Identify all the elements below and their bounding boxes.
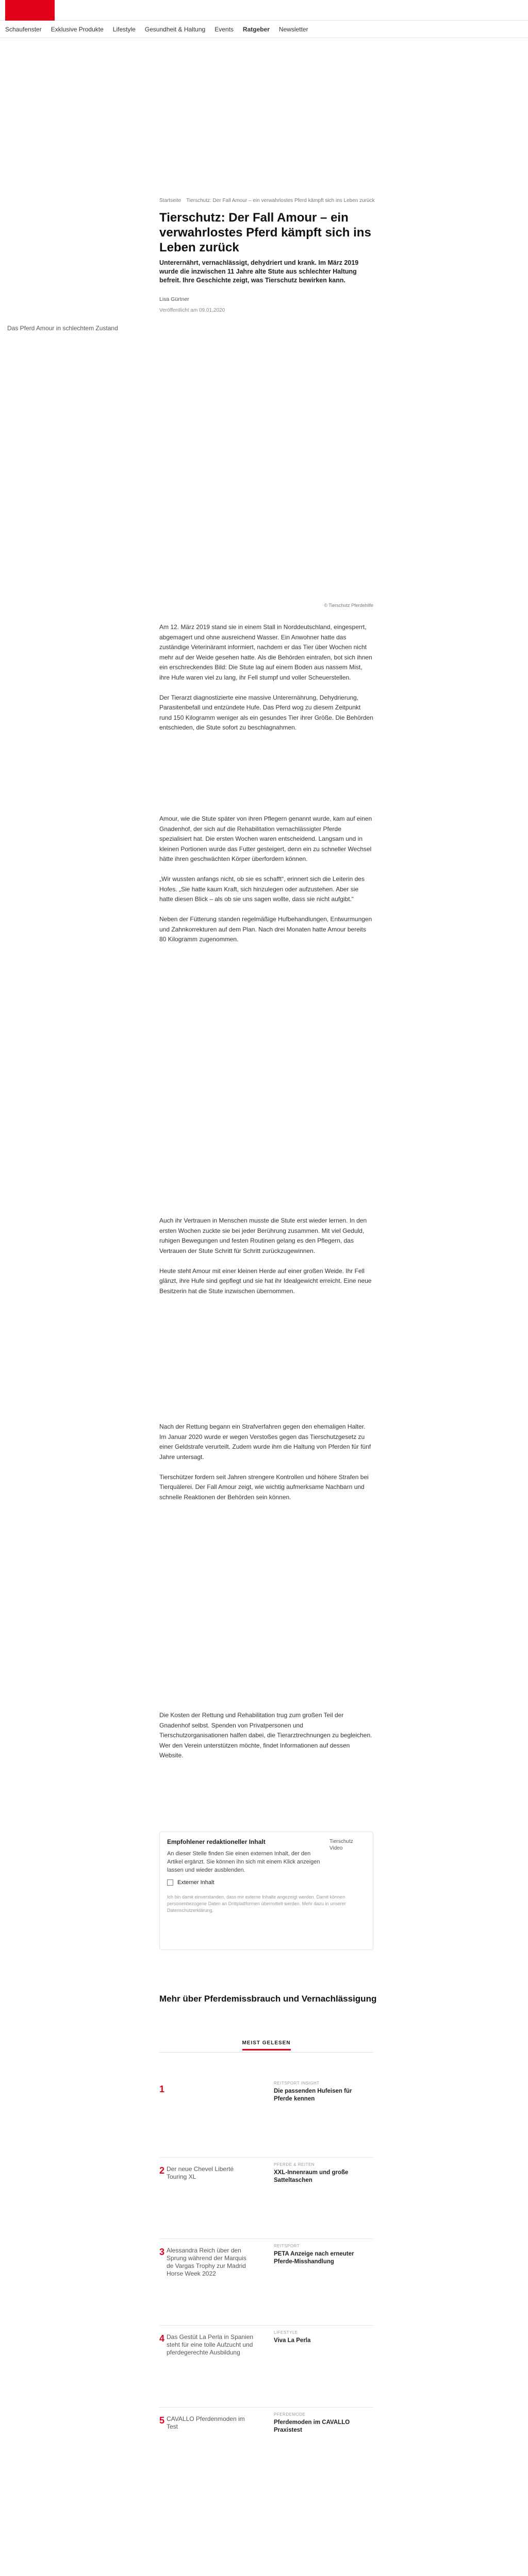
rank-number: 5 — [159, 2415, 165, 2426]
publish-date: Veröffentlicht am 09.01.2020 — [159, 308, 225, 313]
paragraph-1: Am 12. März 2019 stand sie in einem Stall in Norddeutschland, eingesperrt, abgemagert und ohne ausreichend Wasser. Ein Anwohner hatte das zuständige Veterinäramt informiert, nachdem er das Tier über Wochen nicht mehr auf der Weide gesehen hatte. Als die Behörden eintrafen, bot sich ihnen ein erschreckendes Bild: Die Stute lag auf einem Boden aus nassem Mist, ihre Hufe waren viel zu lang, ihr Fell stumpf und voller Scheuerstellen. Der Tierarzt diagnostizierte eine massive Unterernährung, Dehydrierung, Parasitenbefall und entzündete Hufe. Das Pferd wog zu diesem Zeitpunkt rund 150 Kilogramm weniger als ein gesundes Tier ihrer Größe. Die Behörden entschieden, die Stute sofort zu beschlagnahmen. — [159, 623, 373, 731]
paragraph-5: Die Kosten der Rettung und Rehabilitation trug zum großen Teil der Gnadenhof selbst. Spenden von Privatpersonen und Tierschutzorganisationen halfen dabei, die Tierarztrechnungen zu begleichen. Wer den Verein unterstützen möchte, findet Informationen auf dessen Website. — [159, 1711, 372, 1759]
article-category: REITSPORT INSIGHT — [274, 2081, 320, 2086]
paragraph-3: Auch ihr Vertrauen in Menschen musste die Stute erst wieder lernen. In den ersten Wochen zuckte sie bei jeder Berührung zusammen. Mit viel Geduld, ruhigen Bewegungen und festen Routinen gelang es den Pflegern, das Vertrauen der Stute Schritt für Schritt zurückzugewinnen. Heute steht Amour mit einer kleinen Herde auf einer großen Weide. Ihr Fell glänzt, ihre Hufe sind gepflegt und sie hat ihr Idealgewicht erreicht. Eine neue Besitzerin hat die Stute inzwischen übernommen. — [159, 1217, 372, 1295]
most-read-item[interactable] — [159, 2330, 373, 2411]
paragraph-4: Nach der Rettung begann ein Strafverfahren gegen den ehemaligen Halter. Im Januar 2020 wurde er wegen Verstoßes gegen das Tierschutzgesetz zu einer Geldstrafe verurteilt. Zudem wurde ihm die Haltung von Pferden für fünf Jahre untersagt. Tierschützer fordern seit Jahren strengere Kontrollen und höhere Strafen bei Tierquälerei. Der Fall Amour zeigt, wie wichtig aufmerksame Nachbarn und schnelle Reaktionen der Behörden sein können. — [159, 1423, 371, 1501]
nav-item[interactable]: Lifestyle — [112, 25, 136, 33]
image-credit: © Tierschutz Pferdehilfe — [324, 603, 373, 608]
embed-toggle[interactable] — [167, 1879, 214, 1886]
divider — [159, 2407, 373, 2408]
most-read-item[interactable] — [159, 2081, 373, 2161]
most-read-item[interactable] — [159, 2244, 373, 2324]
most-read-text — [274, 2330, 372, 2345]
paragraph-2: Amour, wie die Stute später von ihren Pflegern genannt wurde, kam auf einen Gnadenhof, der sich auf die Rehabilitation vernachlässigter Pferde spezialisiert hat. Die ersten Wochen waren entscheidend. Langsam und in kleinen Portionen wurde das Futter gesteigert, denn ein zu schneller Wechsel hätte ihren geschwächten Körper überfordern können. „Wir wussten anfangs nicht, ob sie es schafft“, erinnert sich die Leiterin des Hofes. „Sie hatte kaum Kraft, sich hinzulegen oder aufzustehen. Aber sie hatte diesen Blick – als ob sie uns sagen wollte, dass sie nicht aufgibt.“ Neben der Fütterung standen regelmäßige Hufbehandlungen, Entwurmungen und Zahnkorrekturen auf dem Plan. Nach drei Monaten hatte Amour bereits 80 Kilogramm zugenommen. — [159, 815, 372, 943]
embed-title: Empfohlener redaktioneller Inhalt — [167, 1838, 266, 1845]
top-bar — [0, 0, 528, 21]
article-link[interactable]: Pferdemoden im CAVALLO Praxistest — [274, 2419, 350, 2433]
article-link[interactable]: PETA Anzeige nach erneuter Pferde-Misshandlung — [274, 2251, 354, 2265]
article-lead: Unterernährt, vernachlässigt, dehydriert und krank. Im März 2019 wurde die inzwischen 11 Jahre alte Stute aus schlechter Haltung befreit. Ihre Geschichte zeigt, was Tierschutz bewirken kann. — [159, 259, 359, 284]
breadcrumb — [159, 198, 375, 204]
checkbox[interactable] — [167, 1879, 173, 1886]
rank-number: 2 — [159, 2165, 165, 2176]
nav-item[interactable]: Events — [214, 25, 234, 33]
hero-image — [0, 323, 528, 590]
rank-number: 4 — [159, 2333, 165, 2344]
article-category: LIFESTYLE — [274, 2330, 298, 2335]
external-content-card — [159, 1832, 373, 1950]
most-read-text — [274, 2081, 372, 2103]
article-link[interactable]: Viva La Perla — [274, 2337, 311, 2344]
most-read-text — [274, 2162, 372, 2184]
divider — [159, 2157, 373, 2158]
most-read-text — [274, 2412, 372, 2434]
article-category: PFERDEMODE — [274, 2412, 306, 2417]
main-nav — [0, 21, 528, 38]
article-thumbnail: Alessandra Reich über den Sprung während der Marquis de Vargas Trophy zur Madrid Horse Week 2022 — [167, 2247, 246, 2277]
embed-toggle-label: Externer Inhalt — [177, 1879, 214, 1886]
breadcrumb-current: Tierschutz: Der Fall Amour – ein verwahrlostes Pferd kämpft sich ins Leben zurück — [186, 198, 375, 204]
article-thumbnail: Der neue Chevel Liberté Touring XL — [167, 2165, 234, 2180]
article-category: PFERDE & REITEN — [274, 2162, 315, 2167]
more-section-title: Mehr über Pferdemissbrauch und Vernachlässigung — [159, 1994, 377, 2004]
article-link[interactable]: XXL-Innenraum und große Satteltaschen — [274, 2170, 349, 2183]
tab-most-read[interactable]: MEIST GELESEN — [242, 2040, 290, 2050]
author: Lisa Gürtner — [159, 296, 189, 302]
article-thumbnail: CAVALLO Pferdenmoden im Test — [167, 2415, 245, 2430]
hero-image-alt: Das Pferd Amour in schlechtem Zustand — [7, 325, 118, 332]
article-link[interactable]: Die passenden Hufeisen für Pferde kennen — [274, 2088, 352, 2102]
nav-item[interactable]: Schaufenster — [5, 25, 42, 33]
breadcrumb-home[interactable]: Startseite — [159, 198, 182, 204]
article-thumbnail: Das Gestüt La Perla in Spanien steht für eine tolle Aufzucht und pferdegerechte Ausbildung — [167, 2333, 254, 2356]
embed-disclaimer: Ich bin damit einverstanden, dass mir externe Inhalte angezeigt werden. Damit können personenbezogene Daten an Drittplattformen übermittelt werden. Mehr dazu in unserer Datenschutzerklärung. — [167, 1894, 346, 1913]
embed-text: An dieser Stelle finden Sie einen externen Inhalt, der den Artikel ergänzt. Sie können ihn sich mit einem Klick anzeigen lassen und wieder ausblenden. — [167, 1851, 320, 1873]
rank-number: 1 — [159, 2084, 165, 2094]
most-read-item[interactable] — [159, 2162, 373, 2243]
most-read-text — [274, 2244, 372, 2266]
most-read-item[interactable] — [159, 2412, 373, 2493]
rank-number: 3 — [159, 2247, 165, 2257]
nav-item[interactable]: Gesundheit & Haltung — [144, 25, 206, 33]
nav-item[interactable]: Ratgeber — [242, 25, 270, 33]
nav-item[interactable]: Newsletter — [278, 25, 308, 33]
article-category: REITSPORT — [274, 2244, 300, 2248]
site-logo[interactable] — [5, 0, 55, 21]
article-title: Tierschutz: Der Fall Amour – ein verwahrlostes Pferd kämpft sich ins Leben zurück — [159, 211, 371, 255]
divider — [159, 2325, 373, 2326]
nav-item[interactable]: Exklusive Produkte — [51, 25, 104, 33]
embed-thumbnail: Tierschutz Video — [329, 1839, 353, 1851]
more-tabs — [159, 2040, 373, 2053]
